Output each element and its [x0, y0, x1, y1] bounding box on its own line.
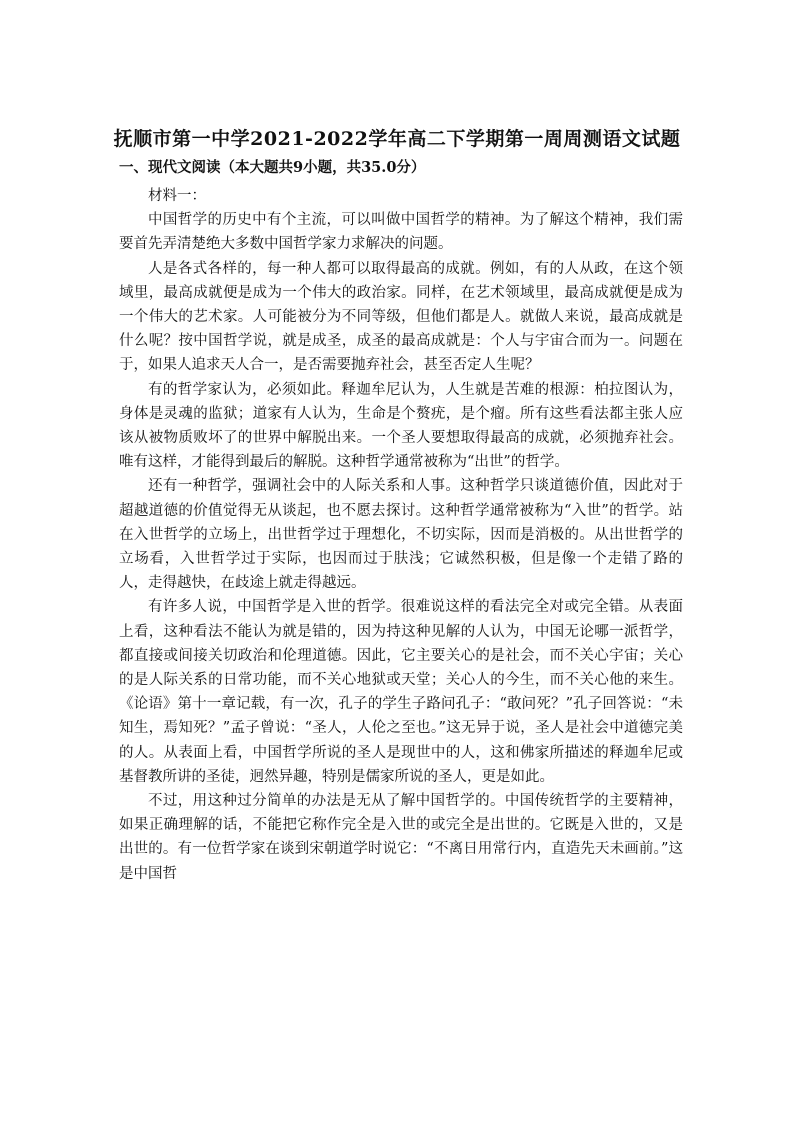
paragraph-6: 不过，用这种过分简单的办法是无从了解中国哲学的。中国传统哲学的主要精神，如果正确理解的话，不能把它称作完全是入世的或完全是出世的。它既是入世的，又是出世的。有一位哲学家在谈到宋朝道学时说它：“不离日用常行内，直造先天未画前。”这是中国哲 [119, 793, 683, 882]
reading-passage [119, 184, 683, 886]
paragraph-1: 中国哲学的历史中有个主流，可以叫做中国哲学的精神。为了解这个精神，我们需要首先弄清楚绝大多数中国哲学家力求解决的问题。 [119, 212, 683, 253]
paragraph-5: 有许多人说，中国哲学是入世的哲学。很难说这样的看法完全对或完全错。从表面上看，这种看法不能认为就是错的，因为持这种见解的人认为，中国无论哪一派哲学，都直接或间接关切政治和伦理道德。因此，它主要关心的是社会，而不关心宇宙；关心的是人际关系的日常功能，而不关心地狱或天堂；关心人的今生，而不关心他的来生。《论语》第十一章记载，有一次，孔子的学生子路问孔子：“敢问死？”孔子回答说：“未知生，焉知死？”孟子曾说：“圣人，人伦之至也。”这无异于说，圣人是社会中道德完美的人。从表面上看，中国哲学所说的圣人是现世中的人，这和佛家所描述的释迦牟尼或基督教所讲的圣徒，迥然异趣，特别是儒家所说的圣人，更是如此。 [119, 599, 683, 785]
paragraph-2: 人是各式各样的，每一种人都可以取得最高的成就。例如，有的人从政，在这个领域里，最高成就便是成为一个伟大的政治家。同样，在艺术领域里，最高成就便是成为一个伟大的艺术家。人可能被分为不同等级，但他们都是人。就做人来说，最高成就是什么呢？按中国哲学说，就是成圣，成圣的最高成就是：个人与宇宙合而为一。问题在于，如果人追求天人合一，是否需要抛弃社会，甚至否定人生呢？ [119, 260, 683, 374]
section-heading: 一、现代文阅读（本大题共9小题，共35.0分） [119, 159, 426, 176]
exam-title: 抚顺市第一中学2021-2022学年高二下学期第一周周测语文试题 [113, 128, 681, 150]
paragraph-3: 有的哲学家认为，必须如此。释迦牟尼认为，人生就是苦难的根源：柏拉图认为，身体是灵魂的监狱；道家有人认为，生命是个赘疣，是个瘤。所有这些看法都主张人应该从被物质败坏了的世界中解脱出来。一个圣人要想取得最高的成就，必须抛弃社会。唯有这样，才能得到最后的解脱。这种哲学通常被称为“出世”的哲学。 [119, 381, 683, 471]
material-label: 材料一： [148, 188, 206, 204]
paragraph-4: 还有一种哲学，强调社会中的人际关系和人事。这种哲学只谈道德价值，因此对于超越道德的价值觉得无从谈起，也不愿去探讨。这种哲学通常被称为“入世”的哲学。站在入世哲学的立场上，出世哲学过于理想化，不切实际，因而是消极的。从出世哲学的立场看，入世哲学过于实际，也因而过于肤浅；它诚然积极，但是像一个走错了路的人，走得越快，在歧途上就走得越远。 [119, 478, 683, 592]
